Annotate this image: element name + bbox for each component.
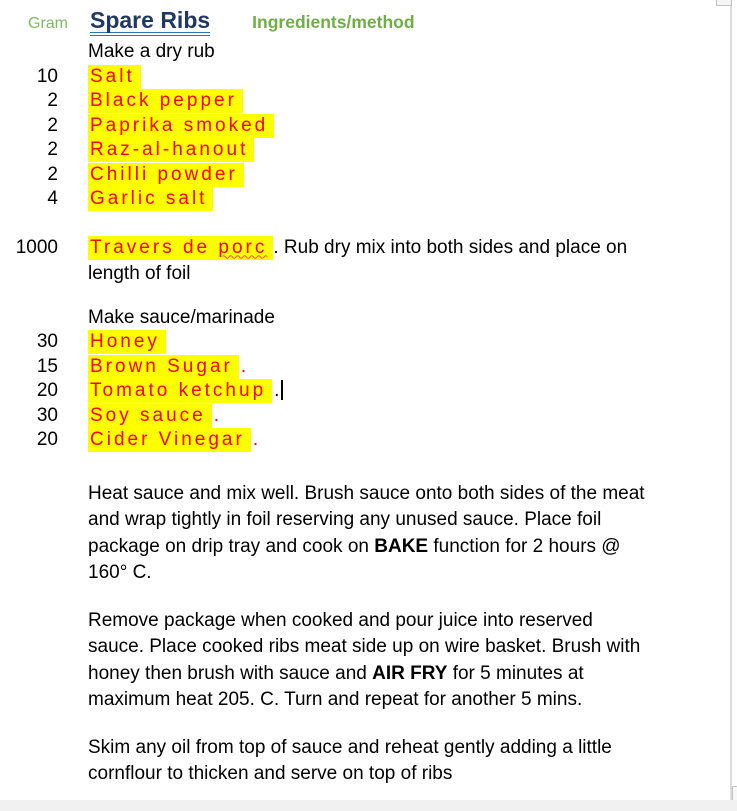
amount-cell: 15 [36, 355, 58, 377]
bold-keyword: AIR FRY [372, 662, 448, 684]
ingredient-row [0, 187, 731, 212]
trailing-period: . [213, 404, 220, 426]
amount-cell: 2 [47, 139, 58, 160]
ingredient-cell [88, 355, 246, 380]
ingredient-name-highlighted: Black pepper [88, 89, 243, 113]
ingredient-name-highlighted: Tomato ketchup [88, 379, 272, 403]
sauce-intro: Make sauce/marinade [88, 306, 275, 328]
text-segment: sauce. Place cooked ribs meat side up on wire basket. Brush with [88, 636, 641, 657]
ingredient-cell [88, 138, 254, 163]
blank-line [0, 212, 731, 235]
blank-line [0, 453, 731, 481]
text-segment: Heat sauce and mix well. Brush sauce onto both sides of the meat [88, 482, 645, 504]
text-segment: and wrap tightly in foil reserving any unused sauce. Place foil [88, 509, 602, 530]
paragraph-line [88, 507, 731, 534]
section-header: Ingredients/method [252, 12, 415, 32]
method-note-line2: length of foil [88, 262, 191, 284]
ingredient-row [0, 330, 731, 355]
ingredient-name-highlighted: Paprika smoked [88, 114, 274, 138]
method-paragraphs [88, 481, 731, 788]
ingredient-cell [88, 404, 219, 429]
dry-rub-ingredient-list [0, 65, 731, 212]
ingredient-row [0, 379, 731, 404]
amount-cell: 1000 [15, 236, 58, 258]
ingredient-row [0, 404, 731, 429]
amount-cell: 30 [36, 404, 58, 426]
ingredient-cell [88, 428, 258, 453]
paragraph-line [88, 661, 731, 688]
ingredient-row [0, 89, 731, 114]
document-header [0, 8, 731, 40]
text-segment: Remove package when cooked and pour juice into reserved [88, 609, 593, 631]
dry-rub-intro: Make a dry rub [88, 41, 215, 62]
ingredient-cell [88, 89, 243, 114]
amount-cell: 4 [47, 188, 58, 209]
ingredient-name-highlighted: Cider Vinegar [88, 428, 251, 452]
ingredient-name-highlighted: Garlic salt [88, 187, 213, 211]
ingredient-cell [88, 379, 283, 404]
amount-cell: 20 [36, 380, 58, 401]
ingredient-name-part: Travers de [90, 236, 219, 258]
paragraph-line [88, 634, 731, 661]
bottom-status-strip [0, 800, 737, 811]
amount-cell: 2 [47, 90, 58, 111]
ingredient-cell [88, 330, 166, 355]
sauce-ingredient-list [0, 330, 731, 453]
paragraph-line [88, 735, 731, 762]
text-segment: package on drip tray and cook on [88, 535, 375, 557]
unit-column-header: Gram [28, 15, 68, 32]
bold-keyword: BAKE [374, 535, 429, 557]
ingredient-name-highlighted [88, 236, 273, 260]
ingredient-cell [88, 65, 141, 90]
ingredient-name-highlighted: Soy sauce [88, 404, 212, 428]
ingredient-name-highlighted: Chilli powder [88, 163, 244, 187]
blank-line [0, 287, 731, 306]
paragraph-line [88, 560, 731, 587]
ingredient-name-highlighted: Honey [88, 330, 166, 354]
ingredient-row [0, 138, 731, 163]
scrollbar-top-stub[interactable] [716, 0, 732, 6]
trailing-period: . [240, 355, 247, 377]
paragraph-line [88, 481, 731, 508]
method-paragraph [88, 481, 731, 587]
paragraph-line [88, 761, 731, 788]
paragraph-line [88, 687, 731, 714]
text-segment: honey then brush with sauce and [88, 662, 373, 684]
trailing-period: . [274, 380, 280, 401]
method-paragraph [88, 608, 731, 714]
method-paragraph [88, 735, 731, 788]
text-segment: 160° C. [88, 562, 152, 583]
amount-cell: 2 [47, 114, 58, 136]
ingredient-name-highlighted: Raz-al-hanout [88, 138, 254, 162]
ingredient-row [0, 428, 731, 453]
ingredient-cell [88, 114, 274, 139]
ingredient-name-highlighted: Salt [88, 65, 141, 89]
ingredient-row [0, 355, 731, 380]
text-segment: for 5 minutes at [447, 662, 584, 684]
ingredient-name-highlighted [88, 236, 273, 260]
text-segment: function for 2 hours @ [428, 535, 621, 557]
ingredient-cell [88, 187, 213, 212]
amount-cell: 2 [47, 163, 58, 185]
ingredient-cell [88, 163, 244, 188]
amount-cell: 10 [36, 65, 58, 87]
scrollbar-bottom-stub[interactable] [732, 786, 737, 801]
text-cursor [281, 380, 283, 400]
ingredient-row [0, 65, 731, 90]
recipe-title: Spare Ribs [90, 8, 210, 36]
misspelled-word: porc [218, 236, 268, 258]
scrollbar-track-edge [730, 0, 732, 800]
meat-ingredient-row [0, 235, 731, 287]
paragraph-line [88, 534, 731, 561]
text-segment: Skim any oil from top of sauce and reheat gently adding a little [88, 736, 612, 758]
ingredient-row [0, 114, 731, 139]
text-segment: cornflour to thicken and serve on top of ribs [88, 763, 453, 784]
text-segment: maximum heat 205. C. Turn and repeat for another 5 mins. [88, 689, 583, 710]
trailing-period: . [252, 429, 259, 450]
amount-cell: 30 [36, 331, 58, 352]
ingredient-row [0, 163, 731, 188]
ingredient-name-highlighted: Brown Sugar [88, 355, 239, 379]
method-note-line1: . Rub dry mix into both sides and place on [273, 236, 628, 258]
meat-ingredient-body [88, 235, 728, 287]
amount-cell: 20 [36, 429, 58, 450]
paragraph-line [88, 608, 731, 635]
